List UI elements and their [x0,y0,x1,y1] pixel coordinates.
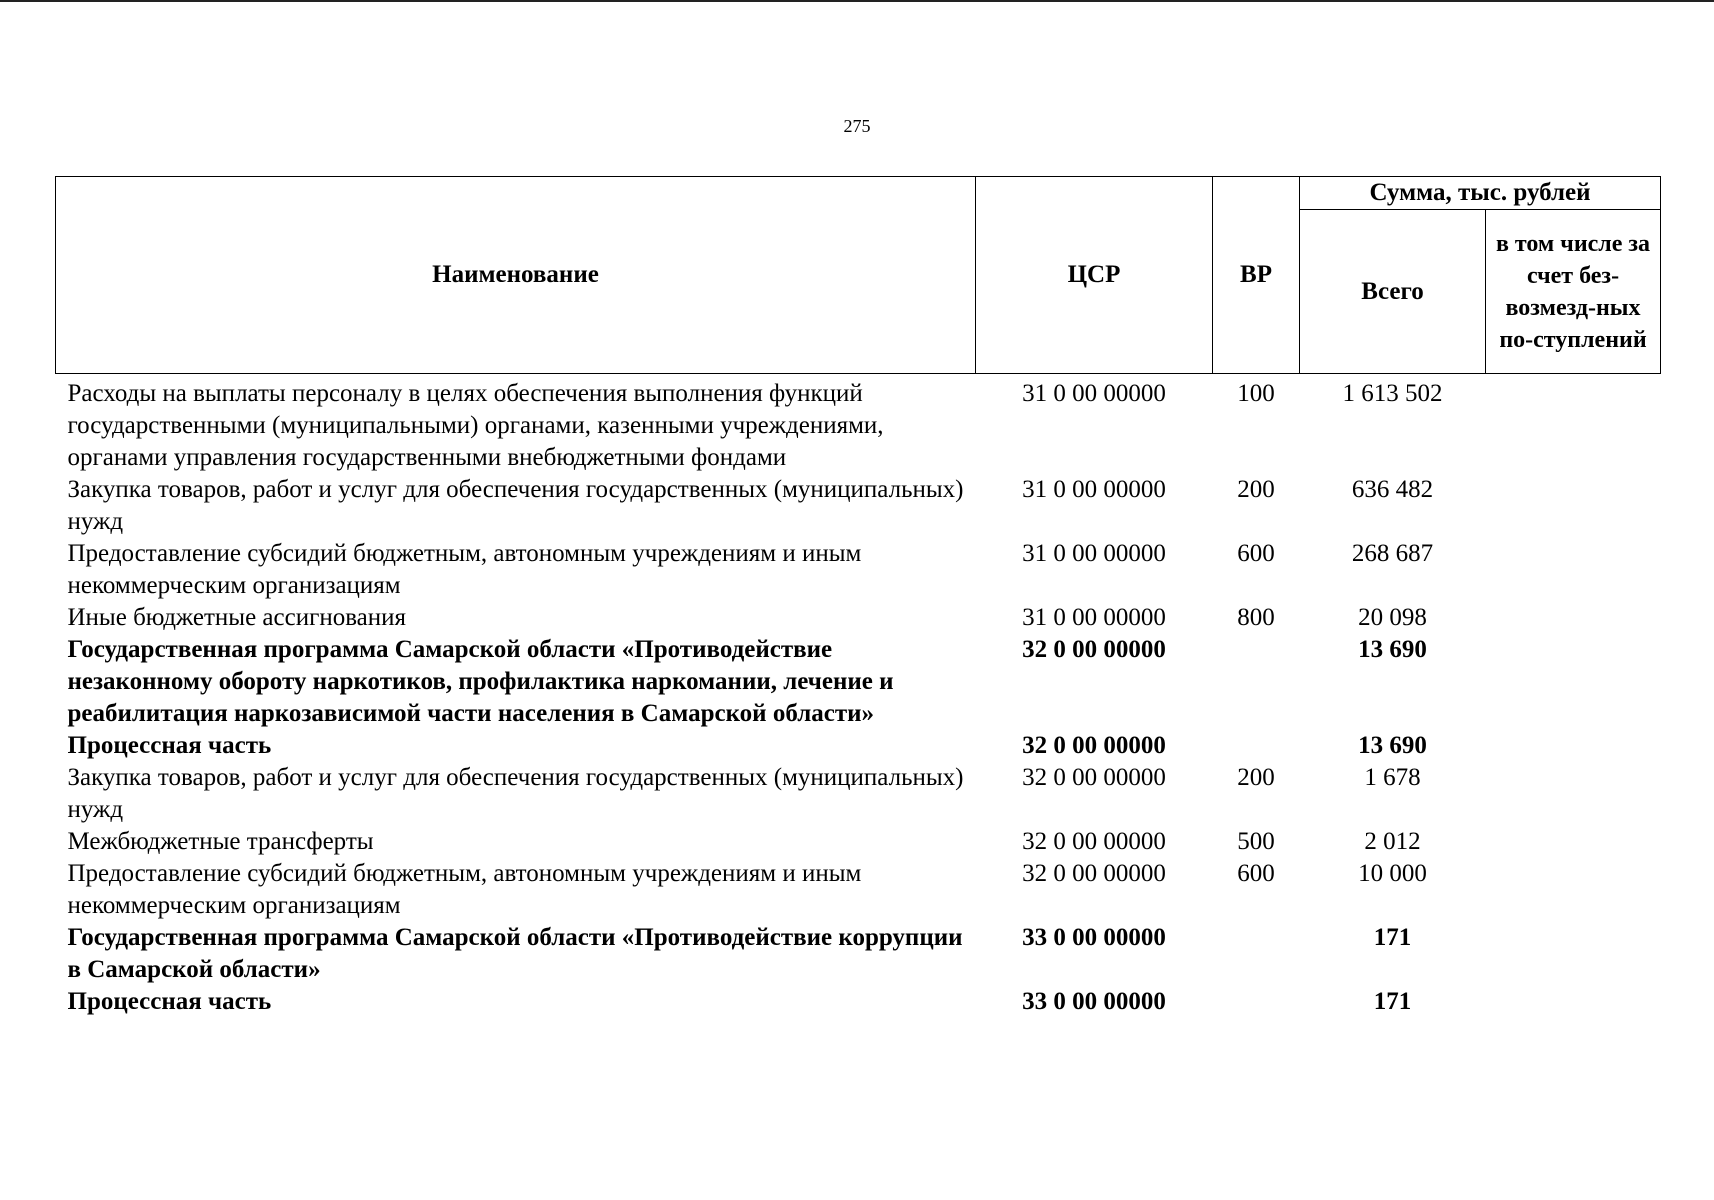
row-total: 2 012 [1364,828,1421,855]
row-name: Государственная программа Самарской области «Противодействие коррупции в Самарской области» [67,924,963,983]
row-free [1486,922,1661,986]
row-vr [1213,730,1300,762]
row-csr: 31 0 00 00000 [1022,604,1166,631]
row-total: 20 098 [1358,604,1427,631]
row-name: Межбюджетные трансферты [67,828,374,855]
row-name: Закупка товаров, работ и услуг для обеспечения государственных (муниципальных) нужд [67,764,964,823]
row-total: 13 690 [1358,732,1427,759]
budget-table [55,176,1661,1018]
row-free [1486,826,1661,858]
row-free [1486,762,1661,826]
header-csr: ЦСР [976,177,1213,374]
row-free [1486,986,1661,1018]
row-total: 171 [1373,924,1412,951]
row-vr: 500 [1237,828,1275,855]
header-sum-group: Сумма, тыс. рублей [1300,177,1661,210]
row-total: 1 678 [1364,764,1421,791]
row-csr: 32 0 00 00000 [1022,636,1166,663]
row-total: 13 690 [1358,636,1427,663]
row-csr: 32 0 00 00000 [1022,732,1166,759]
budget-table-container [55,176,1660,1018]
row-vr: 200 [1237,764,1275,791]
row-total: 636 482 [1351,476,1434,503]
table-row [56,474,1661,538]
row-name: Предоставление субсидий бюджетным, автономным учреждениям и иным некоммерческим организациям [67,540,862,599]
row-free [1486,602,1661,634]
table-body [56,374,1661,1019]
row-vr: 200 [1237,476,1275,503]
row-name: Государственная программа Самарской области «Противодействие незаконному обороту наркотиков, профилактика наркомании, лечение и реабилитация наркозависимой части населения в Самарской области» [67,636,894,727]
row-free [1486,538,1661,602]
row-total: 10 000 [1358,860,1427,887]
page-number: 275 [843,116,871,136]
row-name: Иные бюджетные ассигнования [67,604,407,631]
row-csr: 32 0 00 00000 [1022,860,1166,887]
table-header [56,177,1661,374]
row-vr [1213,986,1300,1018]
row-name: Закупка товаров, работ и услуг для обеспечения государственных (муниципальных) нужд [67,476,964,535]
table-row-section [56,986,1661,1018]
row-name: Предоставление субсидий бюджетным, автономным учреждениям и иным некоммерческим организациям [67,860,862,919]
table-row [56,858,1661,922]
row-csr: 33 0 00 00000 [1022,988,1166,1015]
row-name: Процессная часть [67,988,272,1015]
row-vr: 100 [1237,380,1275,407]
table-row [56,826,1661,858]
row-csr: 33 0 00 00000 [1022,924,1166,951]
header-vr: ВР [1213,177,1300,374]
table-row [56,538,1661,602]
row-vr [1213,634,1300,730]
table-row-section [56,730,1661,762]
row-csr: 32 0 00 00000 [1022,828,1166,855]
table-row-program [56,634,1661,730]
header-name: Наименование [56,177,976,374]
row-csr: 31 0 00 00000 [1022,476,1166,503]
row-free [1486,858,1661,922]
row-csr: 31 0 00 00000 [1022,540,1166,567]
row-vr: 800 [1237,604,1275,631]
row-free [1486,474,1661,538]
table-row-program [56,922,1661,986]
top-border-line [0,0,1714,2]
header-total: Всего [1300,210,1486,374]
row-vr [1213,922,1300,986]
row-name: Расходы на выплаты персоналу в целях обеспечения выполнения функций государственными (муниципальными) органами, казенными учреждениями, органами управления государственными внебюджетными фондами [67,380,884,471]
row-vr: 600 [1237,540,1275,567]
row-free [1486,634,1661,730]
header-incl-free: в том числе за счет без-возмезд-ных по-ступлений [1486,210,1661,374]
row-total: 171 [1373,988,1412,1015]
row-free [1486,730,1661,762]
row-csr: 31 0 00 00000 [1022,380,1166,407]
row-total: 268 687 [1351,540,1434,567]
row-vr: 600 [1237,860,1275,887]
row-name: Процессная часть [67,732,272,759]
row-free [1486,374,1661,475]
table-row [56,762,1661,826]
table-row [56,374,1661,475]
row-csr: 32 0 00 00000 [1022,764,1166,791]
row-total: 1 613 502 [1342,380,1443,407]
table-row [56,602,1661,634]
